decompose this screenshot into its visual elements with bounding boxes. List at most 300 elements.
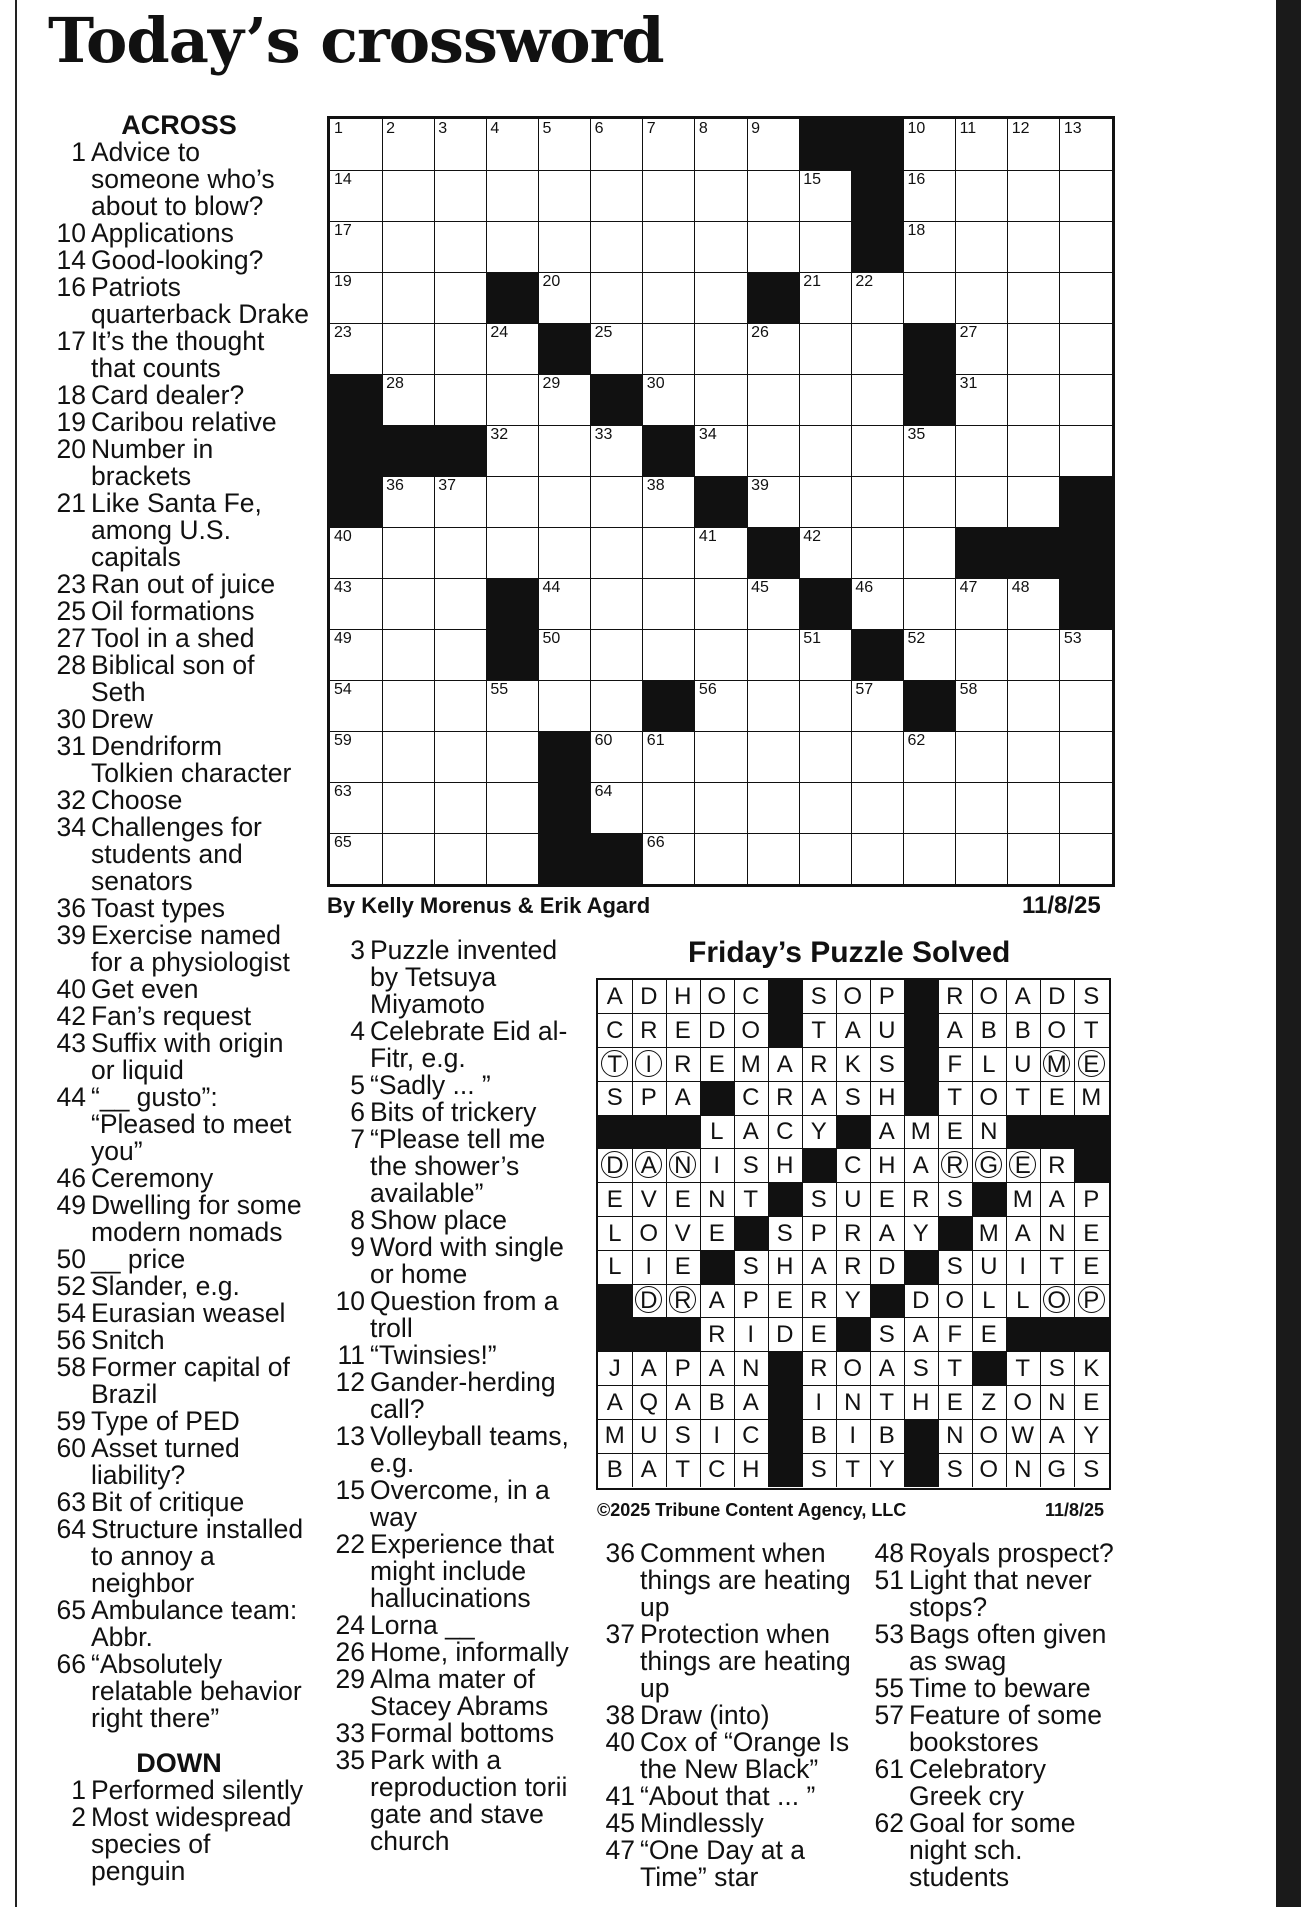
cell-number: 15 [803, 171, 821, 188]
grid-cell[interactable] [747, 782, 800, 834]
grid-cell[interactable] [643, 782, 696, 834]
solution-letter: I [700, 1149, 735, 1183]
cell-number: 25 [594, 324, 613, 341]
grid-cell[interactable] [539, 578, 592, 630]
clue-item[interactable] [327, 1720, 577, 1747]
grid-cell[interactable] [747, 731, 800, 783]
grid-cell[interactable] [695, 170, 748, 222]
clue-item[interactable] [327, 1531, 577, 1612]
solution-black-square [598, 1318, 633, 1352]
grid-cell[interactable] [747, 425, 800, 477]
grid-cell[interactable] [330, 119, 383, 171]
clue-item[interactable] [327, 1639, 577, 1666]
grid-cell[interactable] [747, 221, 800, 273]
grid-cell[interactable] [1060, 119, 1113, 171]
grid-cell[interactable] [539, 476, 592, 528]
grid-cell[interactable] [1008, 119, 1061, 171]
grid-cell[interactable] [851, 272, 904, 324]
grid-cell[interactable] [747, 119, 800, 171]
grid-cell[interactable] [747, 629, 800, 681]
grid-cell[interactable] [695, 221, 748, 273]
clue-item[interactable] [48, 247, 310, 274]
grid-cell[interactable] [591, 323, 644, 375]
grid-cell[interactable] [695, 578, 748, 630]
grid-cell[interactable] [799, 680, 852, 732]
cell-number: 61 [646, 732, 665, 749]
grid-cell[interactable] [539, 221, 592, 273]
grid-cell[interactable] [382, 476, 435, 528]
clue-item[interactable] [327, 1342, 577, 1369]
grid-cell[interactable] [695, 425, 748, 477]
grid-cell[interactable] [434, 833, 487, 885]
grid-cell[interactable] [903, 476, 956, 528]
grid-cell[interactable] [330, 323, 383, 375]
grid-cell[interactable] [903, 578, 956, 630]
cell-number: 17 [334, 222, 352, 239]
solution-letter: M [1074, 1081, 1109, 1115]
solution-letter: D [700, 1014, 735, 1048]
grid-cell[interactable] [643, 476, 696, 528]
solution-letter: A [598, 980, 633, 1014]
grid-cell[interactable] [799, 731, 852, 783]
clue-item[interactable] [48, 409, 310, 436]
grid-cell[interactable] [799, 170, 852, 222]
clue-item[interactable] [48, 652, 310, 706]
grid-cell[interactable] [591, 272, 644, 324]
clue-item[interactable] [48, 1300, 310, 1327]
grid-cell[interactable] [851, 476, 904, 528]
grid-cell[interactable] [486, 374, 539, 426]
clue-item[interactable] [48, 1777, 310, 1804]
grid-cell[interactable] [330, 221, 383, 273]
clue-item[interactable] [48, 1084, 310, 1165]
grid-cell[interactable] [434, 680, 487, 732]
grid-cell[interactable] [1060, 680, 1113, 732]
grid-cell[interactable] [1060, 272, 1113, 324]
grid-cell[interactable] [486, 425, 539, 477]
clue-item[interactable] [866, 1621, 1116, 1675]
grid-cell[interactable] [799, 323, 852, 375]
grid-cell[interactable] [643, 578, 696, 630]
solution-letter: T [938, 1352, 973, 1386]
grid-cell[interactable] [382, 629, 435, 681]
grid-cell[interactable] [643, 119, 696, 171]
grid-cell[interactable] [434, 221, 487, 273]
clue-number: 46 [56, 1163, 86, 1193]
grid-cell[interactable] [382, 170, 435, 222]
grid-cell[interactable] [539, 629, 592, 681]
grid-cell[interactable] [643, 170, 696, 222]
grid-cell[interactable] [330, 833, 383, 885]
grid-cell[interactable] [903, 425, 956, 477]
grid-cell[interactable] [903, 731, 956, 783]
grid-cell[interactable] [695, 629, 748, 681]
clue-item[interactable] [327, 1207, 577, 1234]
grid-cell[interactable] [851, 578, 904, 630]
clue-item[interactable] [48, 1165, 310, 1192]
clue-item[interactable] [48, 139, 310, 220]
grid-cell[interactable] [591, 731, 644, 783]
clue-item[interactable] [327, 1666, 577, 1720]
grid-cell[interactable] [382, 680, 435, 732]
grid-cell[interactable] [1060, 731, 1113, 783]
grid-cell[interactable] [330, 578, 383, 630]
cell-number: 7 [646, 120, 656, 137]
grid-cell[interactable] [799, 476, 852, 528]
grid-cell[interactable] [1008, 476, 1061, 528]
clue-item[interactable] [866, 1702, 1116, 1756]
grid-cell[interactable] [1060, 170, 1113, 222]
grid-cell[interactable] [799, 782, 852, 834]
grid-cell[interactable] [486, 680, 539, 732]
clue-item[interactable] [597, 1810, 862, 1837]
grid-cell[interactable] [1008, 170, 1061, 222]
grid-cell[interactable] [539, 119, 592, 171]
solution-letter: A [598, 1386, 633, 1420]
grid-cell[interactable] [591, 629, 644, 681]
grid-cell[interactable] [799, 833, 852, 885]
grid-cell[interactable] [956, 119, 1009, 171]
clue-item[interactable] [597, 1783, 862, 1810]
grid-cell[interactable] [1060, 425, 1113, 477]
grid-cell[interactable] [382, 119, 435, 171]
grid-cell[interactable] [591, 425, 644, 477]
grid-cell[interactable] [434, 629, 487, 681]
grid-cell[interactable] [851, 527, 904, 579]
clue-item[interactable] [327, 1018, 577, 1072]
clue-item[interactable] [48, 1246, 310, 1273]
grid-cell[interactable] [695, 782, 748, 834]
grid-cell[interactable] [486, 221, 539, 273]
grid-cell[interactable] [486, 476, 539, 528]
clue-text: Royals prospect? [909, 1538, 1114, 1568]
grid-cell[interactable] [434, 782, 487, 834]
grid-cell[interactable] [956, 425, 1009, 477]
grid-cell[interactable] [695, 323, 748, 375]
clue-item[interactable] [48, 1354, 310, 1408]
grid-cell[interactable] [1008, 272, 1061, 324]
grid-cell[interactable] [851, 323, 904, 375]
clue-item[interactable] [48, 733, 310, 787]
grid-cell[interactable] [1008, 782, 1061, 834]
solution-letter: O [972, 1081, 1007, 1115]
grid-cell[interactable] [799, 374, 852, 426]
clue-item[interactable] [48, 490, 310, 571]
grid-cell[interactable] [747, 323, 800, 375]
grid-cell[interactable] [434, 323, 487, 375]
solution-letter: A [836, 1014, 871, 1048]
grid-cell[interactable] [1060, 323, 1113, 375]
clue-item[interactable] [327, 1612, 577, 1639]
black-square [330, 374, 383, 426]
clue-item[interactable] [597, 1837, 862, 1891]
grid-cell[interactable] [903, 629, 956, 681]
grid-cell[interactable] [643, 221, 696, 273]
solution-letter: H [870, 1149, 905, 1183]
grid-cell[interactable] [434, 170, 487, 222]
grid-cell[interactable] [903, 272, 956, 324]
grid-cell[interactable] [956, 170, 1009, 222]
grid-cell[interactable] [539, 527, 592, 579]
clue-item[interactable] [327, 1072, 577, 1099]
clue-item[interactable] [866, 1675, 1116, 1702]
grid-cell[interactable] [1060, 629, 1113, 681]
grid-cell[interactable] [747, 476, 800, 528]
grid-cell[interactable] [643, 272, 696, 324]
grid-cell[interactable] [539, 272, 592, 324]
solution-letter: U [632, 1419, 667, 1453]
grid-cell[interactable] [330, 731, 383, 783]
grid-cell[interactable] [643, 731, 696, 783]
clue-item[interactable] [327, 1288, 577, 1342]
grid-cell[interactable] [851, 782, 904, 834]
clue-item[interactable] [866, 1810, 1116, 1891]
grid-cell[interactable] [1060, 221, 1113, 273]
grid-cell[interactable] [851, 425, 904, 477]
grid-cell[interactable] [956, 374, 1009, 426]
grid-cell[interactable] [330, 272, 383, 324]
clue-item[interactable] [327, 1747, 577, 1855]
crossword-grid[interactable] [327, 116, 1115, 887]
clue-item[interactable] [48, 1651, 310, 1732]
grid-cell[interactable] [330, 170, 383, 222]
clue-item[interactable] [48, 706, 310, 733]
grid-cell[interactable] [382, 272, 435, 324]
grid-cell[interactable] [434, 476, 487, 528]
grid-cell[interactable] [382, 782, 435, 834]
grid-cell[interactable] [382, 833, 435, 885]
clue-item[interactable] [48, 1003, 310, 1030]
clue-item[interactable] [48, 814, 310, 895]
clue-item[interactable] [327, 1477, 577, 1531]
grid-cell[interactable] [956, 731, 1009, 783]
grid-cell[interactable] [695, 680, 748, 732]
grid-cell[interactable] [695, 833, 748, 885]
clue-item[interactable] [48, 1030, 310, 1084]
grid-cell[interactable] [1060, 833, 1113, 885]
grid-cell[interactable] [539, 680, 592, 732]
grid-cell[interactable] [486, 119, 539, 171]
grid-cell[interactable] [1060, 782, 1113, 834]
clue-item[interactable] [327, 1234, 577, 1288]
grid-cell[interactable] [1008, 221, 1061, 273]
grid-cell[interactable] [695, 374, 748, 426]
clue-item[interactable] [597, 1621, 862, 1702]
grid-cell[interactable] [434, 119, 487, 171]
grid-cell[interactable] [591, 578, 644, 630]
clue-item[interactable] [48, 976, 310, 1003]
grid-cell[interactable] [591, 119, 644, 171]
clue-number: 65 [56, 1595, 86, 1625]
clue-item[interactable] [48, 922, 310, 976]
clue-item[interactable] [48, 436, 310, 490]
clue-item[interactable] [327, 937, 577, 1018]
grid-cell[interactable] [486, 323, 539, 375]
grid-cell[interactable] [799, 272, 852, 324]
grid-cell[interactable] [1060, 374, 1113, 426]
clue-item[interactable] [327, 1423, 577, 1477]
grid-cell[interactable] [851, 374, 904, 426]
clue-item[interactable] [48, 571, 310, 598]
grid-cell[interactable] [956, 578, 1009, 630]
solution-letter: V [666, 1217, 701, 1251]
grid-cell[interactable] [956, 323, 1009, 375]
grid-cell[interactable] [1008, 629, 1061, 681]
clue-text: __ price [91, 1244, 186, 1274]
grid-cell[interactable] [591, 170, 644, 222]
clue-item[interactable] [866, 1567, 1116, 1621]
clue-item[interactable] [48, 220, 310, 247]
grid-cell[interactable] [382, 323, 435, 375]
clue-item[interactable] [48, 1804, 310, 1885]
grid-cell[interactable] [643, 629, 696, 681]
grid-cell[interactable] [643, 323, 696, 375]
grid-cell[interactable] [1008, 833, 1061, 885]
clue-item[interactable] [48, 1408, 310, 1435]
grid-cell[interactable] [643, 527, 696, 579]
grid-cell[interactable] [591, 782, 644, 834]
grid-cell[interactable] [643, 833, 696, 885]
clue-text: “Please tell me the shower’s available” [370, 1124, 546, 1208]
grid-cell[interactable] [330, 680, 383, 732]
grid-cell[interactable] [747, 833, 800, 885]
grid-cell[interactable] [956, 680, 1009, 732]
clue-item[interactable] [597, 1729, 862, 1783]
clue-item[interactable] [48, 895, 310, 922]
clue-item[interactable] [48, 328, 310, 382]
clue-number: 39 [56, 920, 86, 950]
grid-cell[interactable] [382, 578, 435, 630]
grid-cell[interactable] [330, 629, 383, 681]
cell-number: 64 [594, 783, 613, 800]
clue-item[interactable] [48, 274, 310, 328]
grid-cell[interactable] [434, 272, 487, 324]
grid-cell[interactable] [539, 170, 592, 222]
grid-cell[interactable] [903, 527, 956, 579]
black-square [643, 425, 696, 477]
grid-cell[interactable] [434, 374, 487, 426]
grid-cell[interactable] [747, 374, 800, 426]
grid-cell[interactable] [591, 680, 644, 732]
grid-cell[interactable] [330, 527, 383, 579]
clue-item[interactable] [48, 1435, 310, 1489]
grid-cell[interactable] [643, 374, 696, 426]
grid-cell[interactable] [903, 782, 956, 834]
grid-cell[interactable] [434, 731, 487, 783]
grid-cell[interactable] [956, 833, 1009, 885]
grid-cell[interactable] [903, 170, 956, 222]
grid-cell[interactable] [799, 629, 852, 681]
grid-cell[interactable] [486, 170, 539, 222]
clue-item[interactable] [866, 1540, 1116, 1567]
grid-cell[interactable] [956, 476, 1009, 528]
grid-cell[interactable] [695, 731, 748, 783]
grid-cell[interactable] [903, 119, 956, 171]
grid-cell[interactable] [1008, 425, 1061, 477]
clue-text: “Sadly ... ” [370, 1070, 491, 1100]
grid-cell[interactable] [1008, 731, 1061, 783]
grid-cell[interactable] [1008, 680, 1061, 732]
clue-item[interactable] [48, 598, 310, 625]
grid-cell[interactable] [1008, 374, 1061, 426]
grid-cell[interactable] [591, 527, 644, 579]
clue-number: 54 [56, 1298, 86, 1328]
grid-cell[interactable] [434, 527, 487, 579]
clue-number: 38 [605, 1700, 635, 1730]
clue-item[interactable] [597, 1540, 862, 1621]
grid-cell[interactable] [799, 527, 852, 579]
clue-item[interactable] [48, 787, 310, 814]
black-square [486, 272, 539, 324]
grid-cell[interactable] [851, 680, 904, 732]
solution-letter: K [1074, 1352, 1109, 1386]
clue-item[interactable] [327, 1099, 577, 1126]
grid-cell[interactable] [747, 680, 800, 732]
clue-item[interactable] [327, 1126, 577, 1207]
grid-cell[interactable] [382, 374, 435, 426]
clue-item[interactable] [48, 1516, 310, 1597]
solution-letter: I [734, 1318, 769, 1352]
grid-cell[interactable] [851, 731, 904, 783]
puzzle-date: 11/8/25 [1022, 892, 1101, 919]
grid-cell[interactable] [747, 578, 800, 630]
solution-letter: R [768, 1081, 803, 1115]
clue-item[interactable] [48, 1597, 310, 1651]
solution-letter: I [1006, 1250, 1041, 1284]
cell-number: 63 [334, 783, 352, 800]
grid-cell[interactable] [695, 119, 748, 171]
grid-cell[interactable] [851, 833, 904, 885]
grid-cell[interactable] [695, 272, 748, 324]
grid-cell[interactable] [434, 578, 487, 630]
grid-cell[interactable] [539, 425, 592, 477]
grid-cell[interactable] [591, 221, 644, 273]
grid-cell[interactable] [799, 425, 852, 477]
grid-cell[interactable] [903, 221, 956, 273]
grid-cell[interactable] [330, 782, 383, 834]
grid-cell[interactable] [382, 731, 435, 783]
grid-cell[interactable] [695, 527, 748, 579]
grid-cell[interactable] [382, 527, 435, 579]
grid-cell[interactable] [747, 170, 800, 222]
clue-item[interactable] [48, 1273, 310, 1300]
grid-cell[interactable] [799, 221, 852, 273]
grid-cell[interactable] [486, 782, 539, 834]
clue-item[interactable] [48, 625, 310, 652]
grid-cell[interactable] [382, 221, 435, 273]
grid-cell[interactable] [956, 782, 1009, 834]
grid-cell[interactable] [1008, 578, 1061, 630]
clue-item[interactable] [48, 382, 310, 409]
grid-cell[interactable] [591, 476, 644, 528]
clue-item[interactable] [597, 1702, 862, 1729]
grid-cell[interactable] [486, 527, 539, 579]
grid-cell[interactable] [956, 221, 1009, 273]
clue-item[interactable] [327, 1369, 577, 1423]
clue-item[interactable] [48, 1192, 310, 1246]
clue-number: 36 [605, 1538, 635, 1568]
grid-cell[interactable] [956, 629, 1009, 681]
grid-cell[interactable] [956, 272, 1009, 324]
clue-item[interactable] [48, 1489, 310, 1516]
grid-cell[interactable] [903, 833, 956, 885]
clue-item[interactable] [48, 1327, 310, 1354]
grid-cell[interactable] [486, 833, 539, 885]
clue-item[interactable] [866, 1756, 1116, 1810]
grid-cell[interactable] [1008, 323, 1061, 375]
grid-cell[interactable] [539, 374, 592, 426]
grid-cell[interactable] [486, 731, 539, 783]
